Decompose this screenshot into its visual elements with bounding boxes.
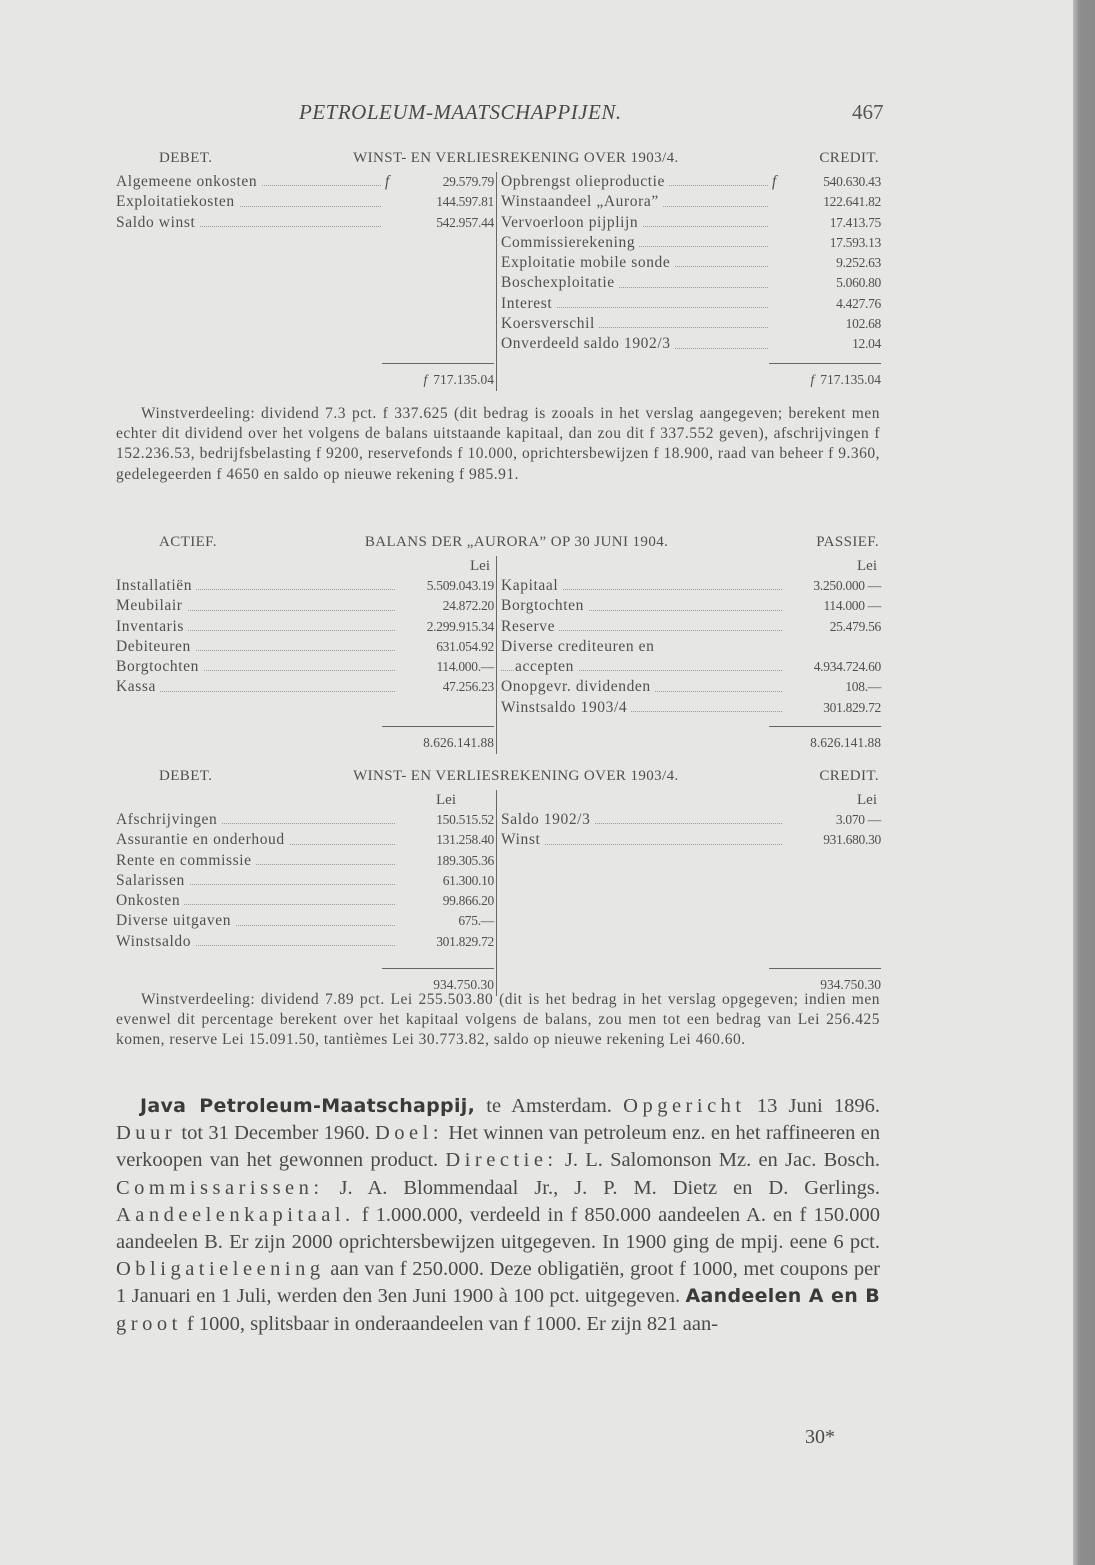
table-row: Koersverschil 102.68 bbox=[501, 314, 883, 334]
table-row: Diverse uitgaven 675.— bbox=[116, 911, 496, 931]
table-row: Diverse crediteuren en bbox=[501, 637, 883, 657]
table-row: Onverdeeld saldo 1902/3 12.04 bbox=[501, 334, 883, 354]
table-row: accepten 4.934.724.60 bbox=[501, 657, 883, 677]
table-title: DEBET. WINST- EN VERLIESREKENING OVER 1903/4. CREDIT. bbox=[159, 150, 879, 166]
table-row: Exploitatie mobile sonde 9.252.63 bbox=[501, 253, 883, 273]
table-row: Winst 931.680.30 bbox=[501, 830, 883, 850]
total-passief: 8.626.141.88 bbox=[810, 735, 881, 751]
table-row: Afschrijvingen 150.515.52 bbox=[116, 810, 496, 830]
table-row: Exploitatiekosten 144.597.81 bbox=[116, 192, 496, 212]
table-row: Onkosten 99.866.20 bbox=[116, 891, 496, 911]
table-row: Borgtochten 114.000.— bbox=[116, 657, 496, 677]
table-title: DEBET. WINST- EN VERLIESREKENING OVER 1903/4. CREDIT. bbox=[159, 768, 879, 784]
total-debet: f 717.135.04 bbox=[423, 371, 494, 387]
debet-column: Lei Afschrijvingen 150.515.52 Assurantie en onderhoud 131.258.40 Rente en commissie 189.305.36 Salarissen 61.300.10 Onkosten 99.866.20 Diverse uitgaven 675.— Winstsaldo 301.829.72 934.750.30 bbox=[116, 790, 497, 996]
total-rule bbox=[116, 355, 496, 369]
table-row: Opbrengst olieproductie f 540.630.43 bbox=[501, 172, 883, 192]
total-rule bbox=[501, 355, 883, 369]
page-number: 467 bbox=[852, 100, 884, 124]
table-row: Interest 4.427.76 bbox=[501, 294, 883, 314]
page-binding-edge bbox=[1073, 0, 1095, 1565]
balans-table bbox=[116, 534, 883, 754]
table-row: Winstsaldo 301.829.72 bbox=[116, 932, 496, 952]
table-row: Inventaris 2.299.915.34 bbox=[116, 617, 496, 637]
credit-column bbox=[497, 172, 883, 391]
page-header bbox=[0, 100, 1095, 130]
running-title: PETROLEUM-MAATSCHAPPIJEN. bbox=[299, 100, 622, 124]
table-row: Boschexploitatie 5.060.80 bbox=[501, 273, 883, 293]
table-row: Onopgevr. dividenden 108.— bbox=[501, 677, 883, 697]
credit-column: Lei Saldo 1902/3 3.070 — Winst 931.680.30 934.750.30 bbox=[497, 790, 883, 996]
table-title: ACTIEF. BALANS DER „AURORA” OP 30 JUNI 1904. PASSIEF. bbox=[159, 534, 879, 550]
winstverdeeling-paragraph-1: Winstverdeeling: dividend 7.3 pct. f 337.625 (dit bedrag is zooals in het verslag aangegeven; berekent men echter dit dividend over het volgens de balans uitstaande kapitaal, dan zou dit f 337.552 geven), afschrijvingen f 152.236.53, bedrijfsbelasting f 9200, reservefonds f 10.000, oprichtersbewijzen f 18.900, raad van beheer f 9.360, gedelegeerden f 4650 en saldo op nieuwe rekening f 985.91. bbox=[116, 405, 880, 483]
winst-verlies-table-2 bbox=[116, 768, 883, 996]
table-row: Algemeene onkosten f 29.579.79 bbox=[116, 172, 496, 192]
passief-column: Lei Kapitaal 3.250.000 — Borgtochten 114.000 — Reserve 25.479.56 Diverse crediteuren en accepten 4.934.724.60 Onopgevr. dividenden 108.— Winstsaldo 1903/4 301.829.72 8.626.141.88 bbox=[497, 556, 883, 754]
total-credit: f 717.135.04 bbox=[810, 371, 881, 387]
table-row: Commissierekening 17.593.13 bbox=[501, 233, 883, 253]
actief-column: Lei Installatiën 5.509.043.19 Meubilair 24.872.20 Inventaris 2.299.915.34 Debiteuren 631.054.92 Borgtochten 114.000.— Kassa 47.256.23 8.626.141.88 bbox=[116, 556, 497, 754]
table-row: Meubilair 24.872.20 bbox=[116, 596, 496, 616]
table-row: Kapitaal 3.250.000 — bbox=[501, 576, 883, 596]
table-row: Rente en commissie 189.305.36 bbox=[116, 851, 496, 871]
total-debet: 934.750.30 bbox=[433, 977, 494, 993]
signature-mark: 30* bbox=[805, 1426, 835, 1448]
company-name: Java Petroleum-Maatschappij, bbox=[140, 1095, 476, 1117]
table-row: Assurantie en onderhoud 131.258.40 bbox=[116, 830, 496, 850]
total-credit: 934.750.30 bbox=[820, 977, 881, 993]
table-row: Vervoerloon pijplijn 17.413.75 bbox=[501, 213, 883, 233]
total-actief: 8.626.141.88 bbox=[423, 735, 494, 751]
table-row: Saldo 1902/3 3.070 — bbox=[501, 810, 883, 830]
table-row: Salarissen 61.300.10 bbox=[116, 871, 496, 891]
table-row: Debiteuren 631.054.92 bbox=[116, 637, 496, 657]
table-row: Kassa 47.256.23 bbox=[116, 677, 496, 697]
winstverdeeling-paragraph-2: Winstverdeeling: dividend 7.89 pct. Lei 255.503.80 (dit is het bedrag in het verslag opgegeven; indien men evenwel dit percentage berekent over het kapitaal volgens de balans, zou men tot een bedrag van Lei 256.425 komen, reserve Lei 15.091.50, tantièmes Lei 30.773.82, saldo op nieuwe rekening Lei 460.60. bbox=[116, 991, 880, 1049]
table-row: Saldo winst 542.957.44 bbox=[116, 213, 496, 233]
company-entry: Java Petroleum-Maatschappij, te Amsterdam. Opgericht 13 Juni 1896. Duur tot 31 December 1960. Doel: Het winnen van petroleum enz. en het raffineeren en verkoopen van het gewonnen product. Directie: J. L. Salomonson Mz. en Jac. Bosch. Commissarissen: J. A. Blommendaal Jr., J. P. M. Dietz en D. Gerlings. Aandeelenkapitaal. f 1.000.000, verdeeld in f 850.000 aandeelen A. en f 150.000 aandeelen B. Er zijn 2000 oprichtersbewijzen uitgegeven. In 1900 ging de mpij. eene 6 pct. Obligatieleening aan van f 250.000. Deze obligatiën, groot f 1000, met coupons per 1 Januari en 1 Juli, werden den 3en Juni 1900 à 100 pct. uitgegeven. Aandeelen A en B groot f 1000, splitsbaar in onderaandeelen van f 1000. Er zijn 821 aan- bbox=[116, 1095, 881, 1335]
table-row: Winstsaldo 1903/4 301.829.72 bbox=[501, 698, 883, 718]
table-row: Winstaandeel „Aurora” 122.641.82 bbox=[501, 192, 883, 212]
table-row: Borgtochten 114.000 — bbox=[501, 596, 883, 616]
winst-verlies-table-1 bbox=[116, 150, 883, 391]
table-row: Installatiën 5.509.043.19 bbox=[116, 576, 496, 596]
debet-column bbox=[116, 172, 497, 391]
table-row: Reserve 25.479.56 bbox=[501, 617, 883, 637]
